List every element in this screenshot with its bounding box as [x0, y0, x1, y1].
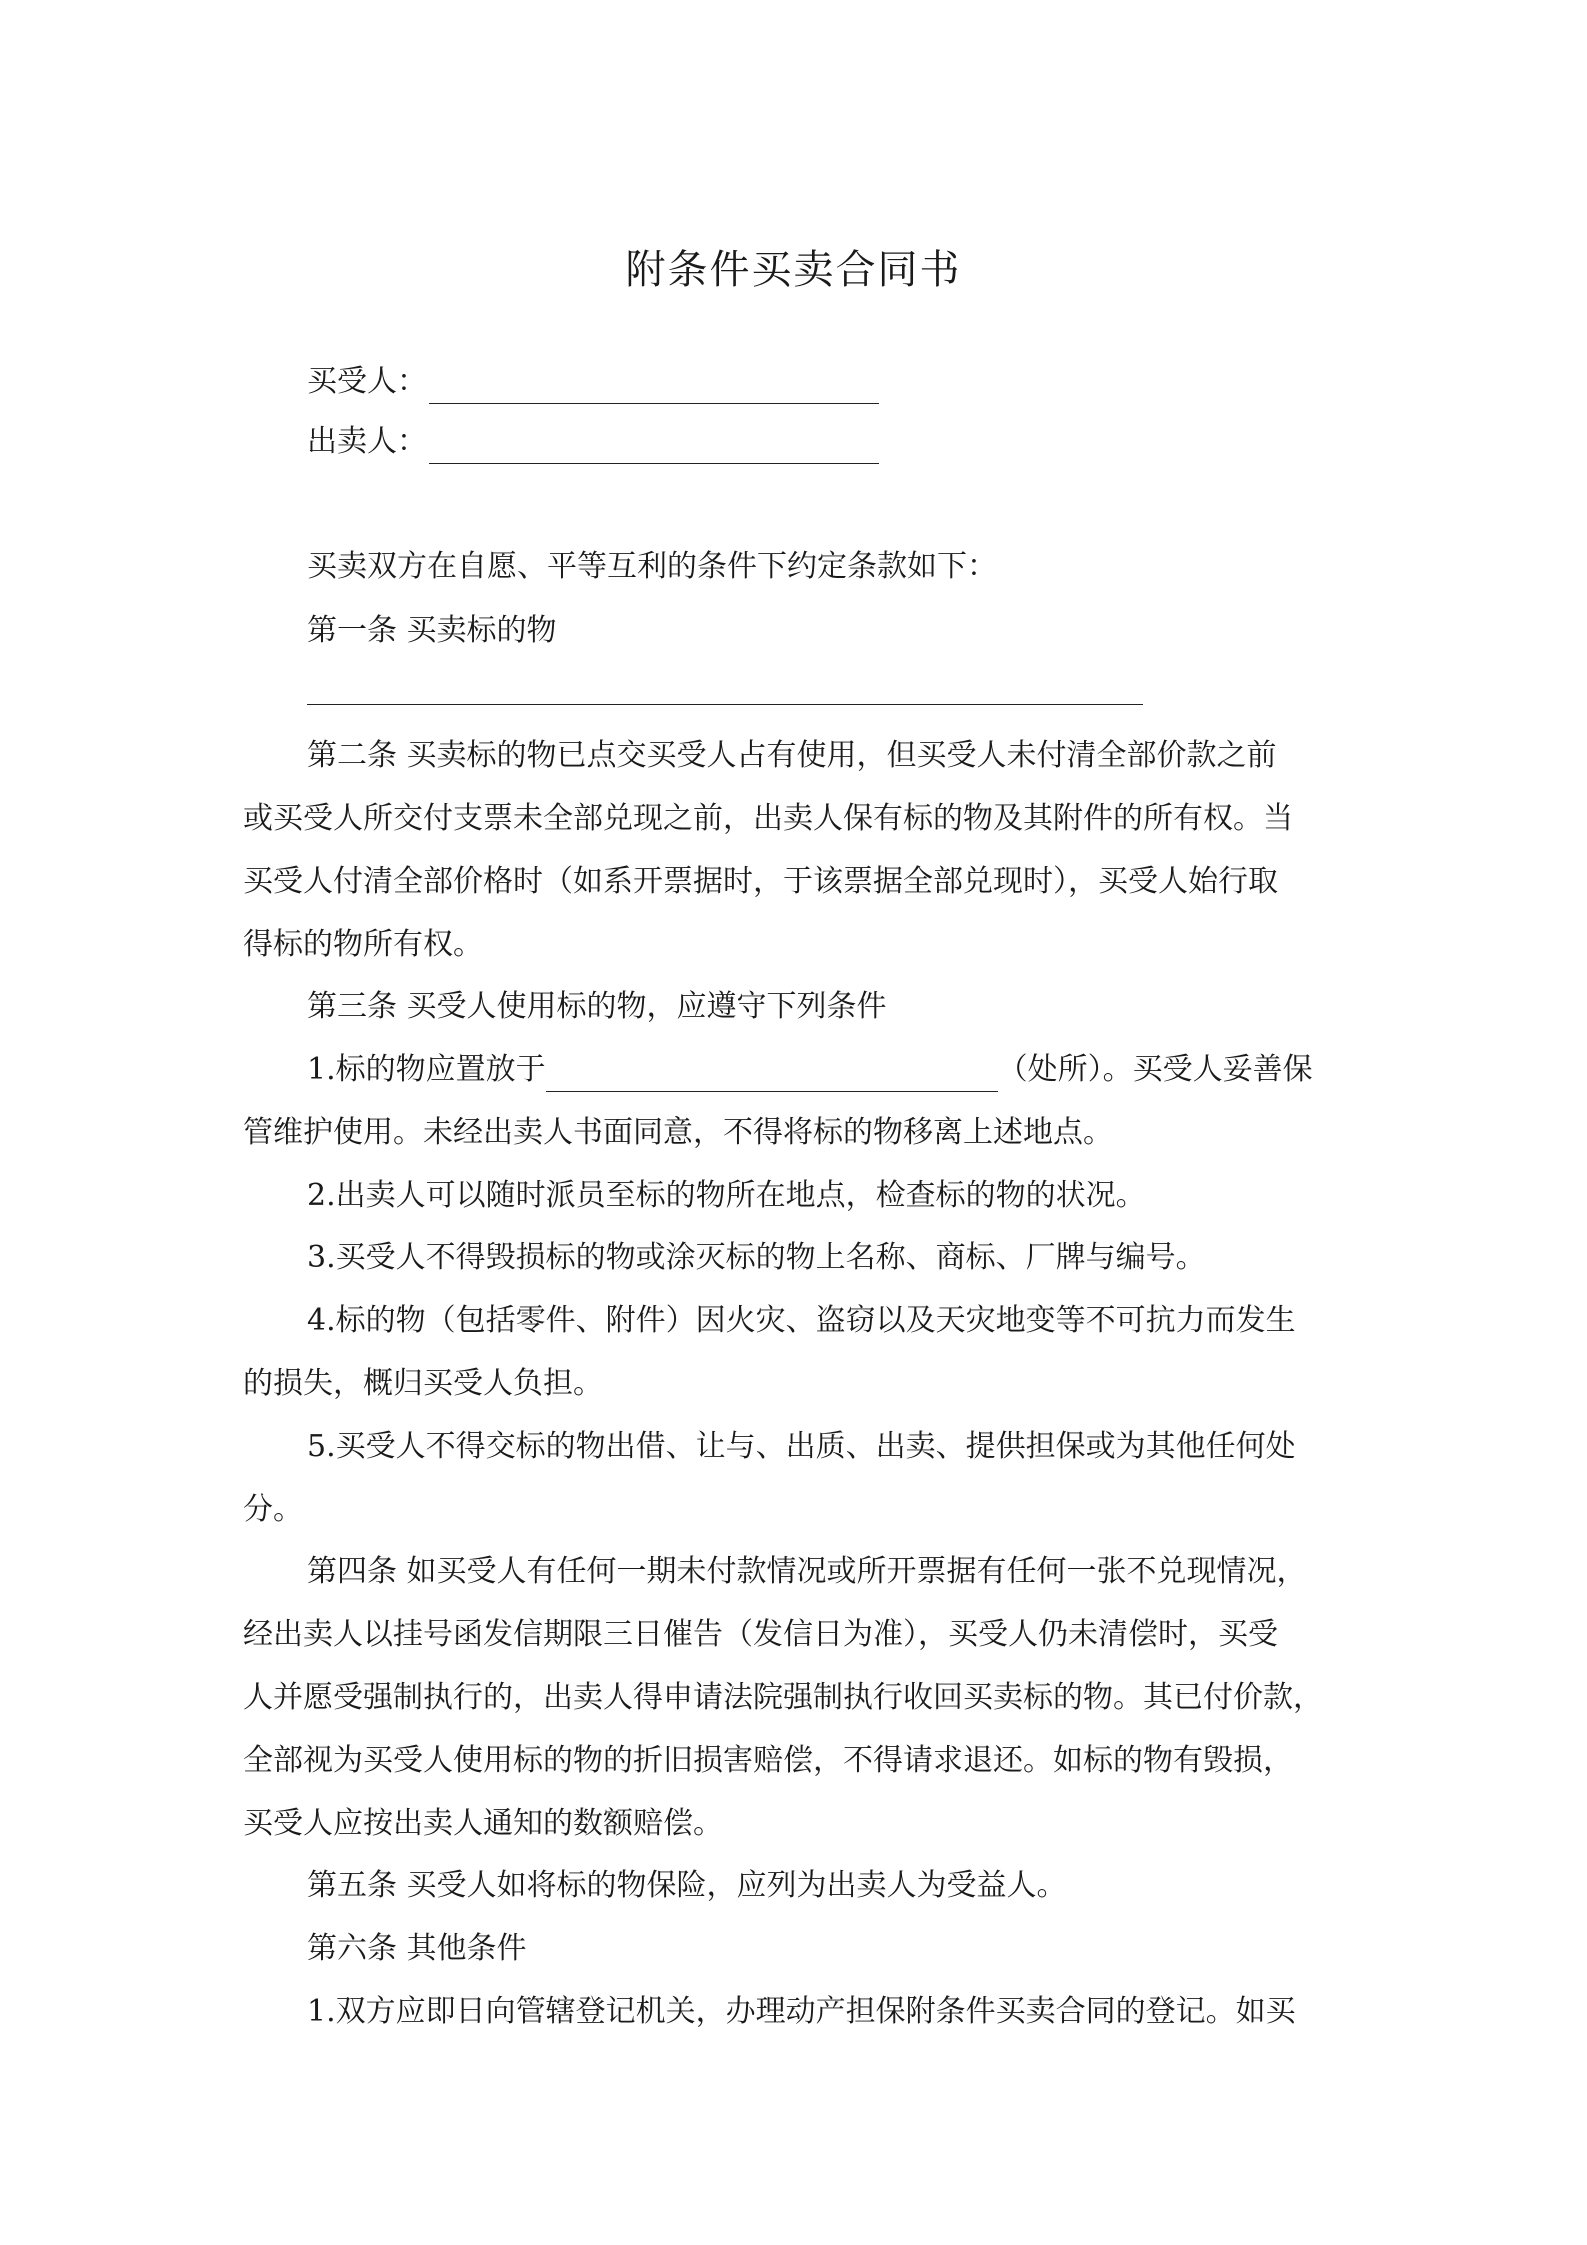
article-4-line-2: 经出卖人以挂号函发信期限三日催告（发信日为准），买受人仍未清偿时，买受	[243, 1617, 1278, 1652]
seller-field	[307, 420, 879, 464]
article-3-item-5-line-1: 5.买受人不得交标的物出借、让与、出质、出卖、提供担保或为其他任何处	[307, 1429, 1296, 1464]
article-3-heading: 第三条 买受人使用标的物，应遵守下列条件	[307, 989, 887, 1024]
article-2-line-4: 得标的物所有权。	[243, 927, 483, 962]
subject-matter-blank	[307, 704, 1143, 705]
article-6-heading: 第六条 其他条件	[307, 1931, 527, 1966]
seller-blank	[429, 429, 879, 464]
seller-label: 出卖人：	[307, 424, 427, 459]
article-3-item-4-line-1: 4.标的物（包括零件、附件）因火灾、盗窃以及天灾地变等不可抗力而发生	[307, 1303, 1296, 1338]
article-3-item-3: 3.买受人不得毁损标的物或涂灭标的物上名称、商标、厂牌与编号。	[307, 1240, 1206, 1275]
article-3-item-4-line-2: 的损失，概归买受人负担。	[243, 1366, 603, 1401]
article-3-item-5-line-2: 分。	[243, 1492, 303, 1527]
article-6-item-1-line-1: 1.双方应即日向管辖登记机关，办理动产担保附条件买卖合同的登记。如买	[307, 1994, 1296, 2029]
article-5: 第五条 买受人如将标的物保险，应列为出卖人为受益人。	[307, 1868, 1067, 1903]
article-3-item-2: 2.出卖人可以随时派员至标的物所在地点，检查标的物的状况。	[307, 1178, 1146, 1213]
article-2-line-1: 第二条 买卖标的物已点交买受人占有使用，但买受人未付清全部价款之前	[307, 738, 1277, 773]
article-3-item-1	[307, 1048, 1313, 1092]
item-1-suffix: （处所）。买受人妥善保	[997, 1052, 1313, 1087]
article-2-line-2: 或买受人所交付支票未全部兑现之前，出卖人保有标的物及其附件的所有权。当	[243, 801, 1293, 836]
intro-text: 买卖双方在自愿、平等互利的条件下约定条款如下：	[307, 549, 997, 584]
buyer-blank	[429, 369, 879, 404]
article-4-line-3: 人并愿受强制执行的，出卖人得申请法院强制执行收回买卖标的物。其已付价款，	[243, 1680, 1323, 1715]
article-4-line-5: 买受人应按出卖人通知的数额赔偿。	[243, 1806, 723, 1841]
article-4-line-1: 第四条 如买受人有任何一期未付款情况或所开票据有任何一张不兑现情况，	[307, 1554, 1307, 1589]
article-1-heading: 第一条 买卖标的物	[307, 613, 557, 648]
location-blank	[546, 1057, 998, 1092]
article-3-item-1-line-2: 管维护使用。未经出卖人书面同意，不得将标的物移离上述地点。	[243, 1115, 1113, 1150]
buyer-field	[307, 360, 879, 404]
buyer-label: 买受人：	[307, 364, 427, 399]
article-2-line-3: 买受人付清全部价格时（如系开票据时，于该票据全部兑现时），买受人始行取	[243, 864, 1278, 899]
article-4-line-4: 全部视为买受人使用标的物的折旧损害赔偿，不得请求退还。如标的物有毁损，	[243, 1743, 1293, 1778]
item-1-prefix: 1.标的物应置放于	[307, 1052, 546, 1087]
document-title: 附条件买卖合同书	[625, 247, 962, 293]
